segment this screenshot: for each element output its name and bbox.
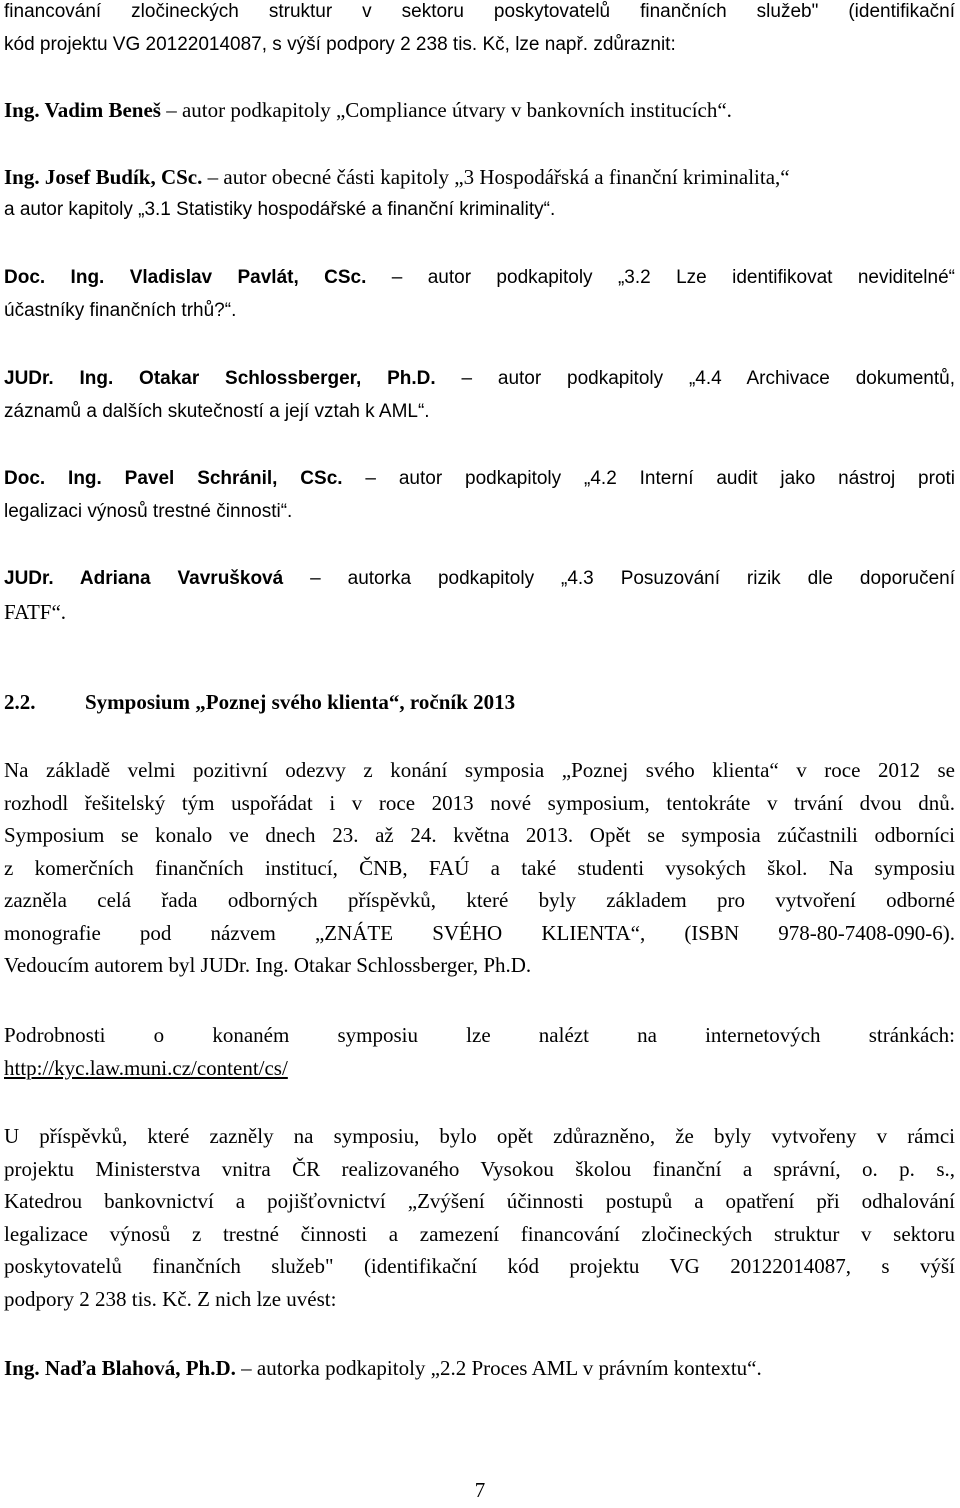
author-name: JUDr. Ing. Otakar Schlossberger, Ph.D. <box>4 368 436 389</box>
author-name: Ing. Vadim Beneš <box>4 98 161 122</box>
section-heading <box>4 686 515 718</box>
author-entry <box>4 1352 955 1385</box>
author-line: legalizaci výnosů trestné činnosti“. <box>4 500 293 522</box>
text-line: zazněla celá řada odborných příspěvků, které byly základem pro vytvoření odborné <box>4 888 955 912</box>
author-name: Ing. Josef Budík, CSc. <box>4 165 203 189</box>
author-name: Doc. Ing. Vladislav Pavlát, CSc. <box>4 267 367 288</box>
section-title: Symposium „Poznej svého klienta“, ročník 2013 <box>85 690 516 714</box>
author-role: – autor podkapitoly „3.2 Lze identifikovat neviditelné“ <box>366 267 955 288</box>
author-line: FATF“. <box>4 599 67 624</box>
author-line <box>4 463 955 496</box>
author-name: JUDr. Adriana Vavrušková <box>4 568 284 589</box>
author-line: účastníky finančních trhů?“. <box>4 299 237 321</box>
author-line: a autor kapitoly „3.1 Statistiky hospodářské a finanční kriminality“. <box>4 198 556 220</box>
text-line: legalizace výnosů z trestné činnosti a zamezení financování zločineckých struktur v sektoru <box>4 1221 955 1246</box>
text-line: podpory 2 238 tis. Kč. Z nich lze uvést: <box>4 1286 337 1311</box>
author-line <box>4 563 955 596</box>
author-role: – autor obecné části kapitoly „3 Hospodářská a finanční kriminalita,“ <box>202 165 790 189</box>
paragraph-symposium <box>4 754 955 982</box>
author-role: – autor podkapitoly „4.4 Archivace dokumentů, <box>435 368 955 389</box>
text-line: U příspěvků, které zazněly na symposiu, bylo opět zdůrazněno, že byly vytvořeny v rámci <box>4 1124 955 1148</box>
author-role: – autorka podkapitoly „4.3 Posuzování rizik dle doporučení <box>283 568 955 589</box>
author-line <box>4 1352 955 1385</box>
text-line: rozhodl řešitelský tým uspořádat i v roce 2013 nové symposium, tentokráte v trvání dvou dnů. <box>4 790 955 815</box>
text-line: Na základě velmi pozitivní odezvy z konání symposia „Poznej svého klienta“ v roce 2012 se <box>4 758 955 782</box>
text-line: Symposium se konalo ve dnech 23. až 24. května 2013. Opět se symposia zúčastnili odborníci <box>4 823 955 847</box>
author-line <box>4 161 955 194</box>
text-line <box>4 1052 955 1085</box>
author-entry <box>4 161 955 226</box>
author-entry <box>4 463 955 528</box>
paragraph-details <box>4 1019 955 1084</box>
author-role: – autor podkapitoly „Compliance útvary v bankovních institucích“. <box>160 98 732 122</box>
author-name: Doc. Ing. Pavel Schránil, CSc. <box>4 468 343 489</box>
text-line: Podrobnosti o konaném symposiu lze nalézt na internetových stránkách: <box>4 1023 955 1047</box>
symposium-link[interactable]: http://kyc.law.muni.cz/content/cs/ <box>4 1055 288 1080</box>
text-line: poskytovatelů finančních služeb" (identifikační kód projektu VG 20122014087, s výší <box>4 1254 955 1278</box>
text-line: z komerčních finančních institucí, ČNB, FAÚ a také studenti vysokých škol. Na symposiu <box>4 855 955 880</box>
author-entry <box>4 563 955 628</box>
text-line: financování zločineckých struktur v sektoru poskytovatelů finančních služeb" (identifikační <box>4 1 955 22</box>
text-line: projektu Ministerstva vnitra ČR realizovaného Vysokou školou finanční a správní, o. p. s., <box>4 1156 955 1181</box>
paragraph-contributions <box>4 1120 955 1315</box>
section-number: 2.2. <box>4 690 36 714</box>
intro-paragraph <box>4 0 955 61</box>
author-entry <box>4 94 955 127</box>
text-line: monografie pod názvem „ZNÁTE SVÉHO KLIENTA“, (ISBN 978-80-7408-090-6). <box>4 920 955 945</box>
author-line <box>4 363 955 396</box>
text-line: Katedrou bankovnictví a pojišťovnictví „Zvýšení účinnosti postupů a opatření při odhalování <box>4 1189 955 1213</box>
page-number: 7 <box>474 1478 486 1502</box>
author-role: – autorka podkapitoly „2.2 Proces AML v právním kontextu“. <box>235 1356 762 1380</box>
author-line <box>4 262 955 295</box>
author-line <box>4 94 955 127</box>
author-name: Ing. Naďa Blahová, Ph.D. <box>4 1356 236 1380</box>
author-line: záznamů a dalších skutečností a její vztah k AML“. <box>4 400 430 422</box>
author-entry <box>4 363 955 428</box>
author-entry <box>4 262 955 327</box>
text-line: Vedoucím autorem byl JUDr. Ing. Otakar Schlossberger, Ph.D. <box>4 953 532 977</box>
author-role: – autor podkapitoly „4.2 Interní audit jako nástroj proti <box>342 468 956 489</box>
text-line: kód projektu VG 20122014087, s výší podpory 2 238 tis. Kč, lze např. zdůraznit: <box>4 33 676 55</box>
